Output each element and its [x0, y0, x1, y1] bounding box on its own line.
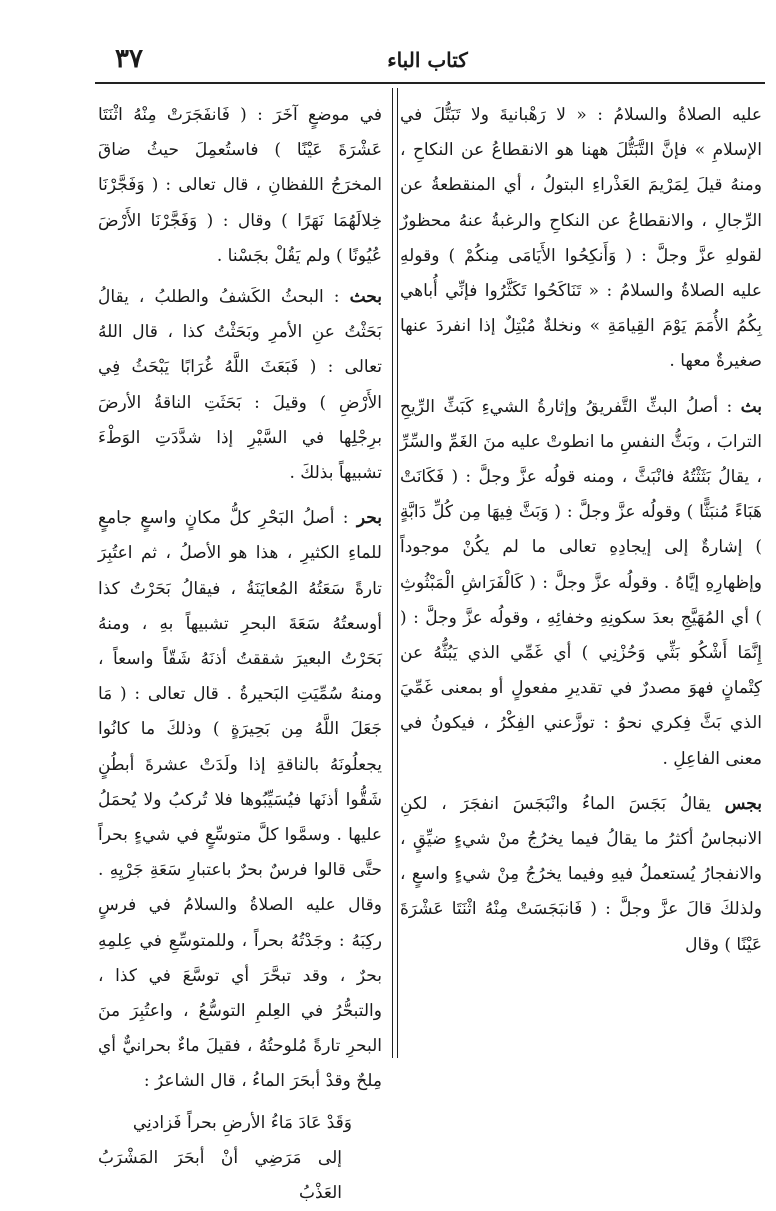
entry-bahr [98, 501, 382, 1099]
page-header [95, 40, 760, 80]
entry-bahr-text: : أصلُ البَحْرِ كلُّ مكانٍ واسعٍ جامعٍ للماءِ الكثيرِ ، هذا هو الأصلُ ، ثم اعتُبِرَ تارةً سَعَتُهُ المُعايَنَةُ ، فيقالُ بَحَرْتُ كذا أوسعتُهُ سَعَةَ البحرِ تشبيهاً بهِ ، ومنهُ بَحَرْتُ البعيرَ شققتُ أذنَهُ شَقّاً واسعاً ، ومنهُ سُمِّيَتِ البَحيرةُ . قال تعالى : ( مَا جَعَلَ اللَّهُ مِن بَحِيرَةٍ ) وذلكَ ما كانُوا يجعلُونَهُ بالناقةِ إذا ولَدَتْ عشرةَ أبطُنٍ شَقُّوا أذنَها فيُسَيِّبُوها فلا تُركبُ ولا يُحمَلُ عليها . وسمَّوا كلَّ متوسِّعٍ في شيءٍ بحراً حتَّى قالوا فرسٌ بحرٌ باعتبارِ سَعَةِ جَرْيِهِ . وقال عليه الصلاةُ والسلامُ في فرسٍ ركِبَهُ : وجَدْتُهُ بحراً ، وللمتوسِّعِ في عِلمِهِ بحرٌ ، وقد تبحَّرَ أي توسَّعَ في كذا ، والتبحُّرُ في العِلمِ التوسُّعُ ، واعتُبِرَ منَ البحرِ تارةً مُلوحتُهُ ، فقيلَ ماءٌ بحرانيٌّ أي مِلحٌ وقدْ أبحَرَ الماءُ ، قال الشاعرُ : [98, 508, 382, 1092]
poetry-verse [98, 1106, 382, 1211]
column-divider [392, 88, 398, 1058]
verse-line: وَقَدْ عَادَ مَاءُ الأرضِ بحراً فَزادنِي [132, 1112, 352, 1133]
running-title: كتاب الباء [387, 48, 468, 72]
entry-bajas-text: يقالُ بَجَسَ الماءُ وانْبَجَسَ انفجَرَ ، لكنِ الانبجاسُ أكثرُ ما يقالُ فيما يخرُجُ منْ شيءٍ ضيِّقٍ ، والانفجارُ يُستعملُ فيهِ وفيما يخرُجُ مِنْ شيءٍ واسعٍ ، ولذلكَ قالَ عزَّ وجلَّ : ( فَانبَجَسَتْ مِنْهُ اثْنَتَا عَشْرَةَ عَيْنًا ) وقال [400, 793, 762, 955]
continuation-text: عليه الصلاةُ والسلامُ : « لا رَهْبانيةَ ولا تَبَتُّلَ في الإسلامِ » فإنَّ التَّبَتُّلَ ههنا هو الانقطاعُ عن النكاحِ ، ومنهُ قيلَ لِمَرْيمَ العَذْراءِ البتولُ ، أي المنقطعةُ عن الرِّجالِ ، والانقطاعُ عن النكاحِ والرغبةُ عنهُ محظورٌ لقولهِ عزَّ وجلَّ : ( وَأَنكِحُوا الأَيَامَى مِنكُمْ ) وقولهِ عليه الصلاةُ والسلامُ : « تَنَاكَحُوا تَكَثَّرُوا فإنِّي أُباهي بِكُمُ الأُمَمَ يَوْمَ القِيامَةِ » ونخلةٌ مُبْتِلٌ إذا انفردَ عنها صغيرةٌ معها . [400, 105, 762, 372]
right-column [400, 98, 762, 1073]
header-rule [95, 82, 765, 84]
entry-bahath-text: : البحثُ الكَشفُ والطلبُ ، يقالُ بَحَثْتُ عنِ الأمرِ وبَحَثْتُ كذا ، قال اللهُ تعالى : ( فَبَعَثَ اللَّهُ غُرَابًا يَبْحَثُ فِي الأَرْضِ ) وقيلَ : بَحَثَتِ الناقةُ الأرضَ برِجْلِها في السَّيْرِ إذا شدَّدَتِ الوَطْءَ تشبيهاً بذلكَ . [98, 287, 382, 484]
entry-bahath [98, 280, 382, 491]
verse-line: إلى مَرَضِي أنْ أبحَرَ المَشْرَبُ العَذْبُ [98, 1147, 342, 1204]
left-column [98, 98, 383, 1204]
continuation-text-left: في موضعٍ آخَرَ : ( فَانفَجَرَتْ مِنْهُ اثْنَتَا عَشْرَةَ عَيْنًا ) فاستُعمِلَ حيثُ ضاقَ المخرَجُ اللفظانِ ، قال تعالى : ( وَفَجَّرْنَا خِلالَهُمَا نَهَرًا ) وقال : ( وَفَجَّرْنَا الأَرْضَ عُيُونًا ) ولم يَقُلْ بجَسْنا . [98, 105, 382, 266]
entry-bajas [400, 787, 762, 963]
headword-bajas: بجس [724, 793, 762, 814]
headword-bath: بث [740, 396, 762, 417]
headword-bahath: بحث [349, 287, 383, 308]
entry-bath-text: : أصلُ البثِّ التَّفريقُ وإثارةُ الشيءِ كَبَثِّ الرِّيحِ الترابَ ، وبَثُّ النفسِ ما انطوتْ عليه منَ الغَمِّ والسِّرِّ ، يقالُ بَثَثْتُهُ فانْبَثَّ ، ومنه قولُه عزَّ وجلَّ : ( فَكَانَتْ هَبَاءً مُنبَثًّا ) وقولُه عزَّ وجلَّ : ( وَبَثَّ فِيهَا مِن كُلِّ دَابَّةٍ ) إشارةٌ إلى إيجادِهِ تعالى ما لم يكُنْ موجوداً وإظهارِهِ إيَّاهُ . وقولُه عزَّ وجلَّ : ( كَالْفَرَاشِ الْمَبْثُوثِ ) أي المُهَيَّجِ بعدَ سكونِهِ وخفائِهِ ، وقولُه عزَّ وجلَّ : ( إِنَّمَا أَشْكُو بَثِّي وَحُزْنِي ) أي غَمِّي الذي يَبُثُّهُ عن كِتْمانٍ فهوَ مصدرٌ في تقديرِ مفعولٍ أو بمعنى غَمِّيَ الذي بَثَّ فِكري نحوُ : توزَّعني الفِكْرُ ، فيكونُ في معنى الفاعِلِ . [400, 396, 762, 769]
headword-bahr: بحر [356, 508, 383, 529]
entry-bath [400, 390, 762, 777]
page-number: ٣٧ [115, 44, 143, 74]
